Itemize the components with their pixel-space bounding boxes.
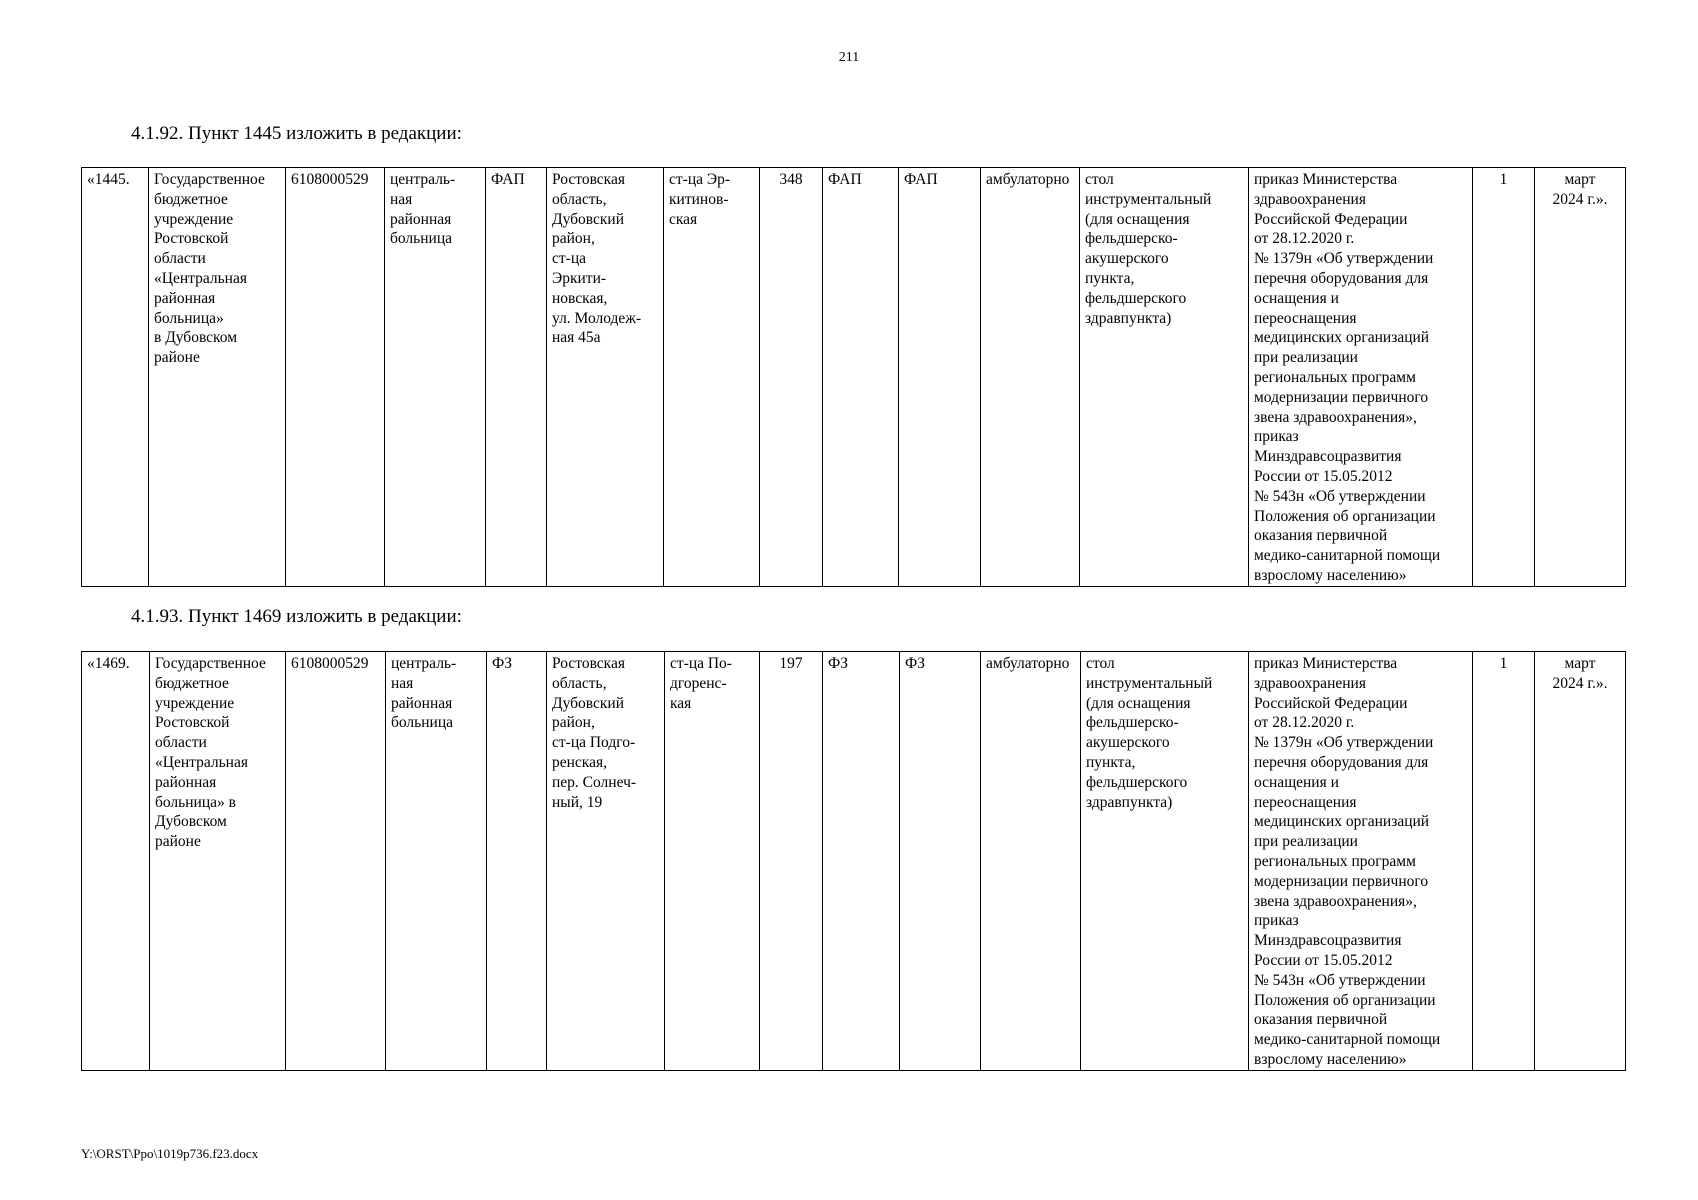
cell-subdivision-type: ФАП: [899, 168, 981, 587]
cell-deadline: март 2024 г.».: [1535, 652, 1626, 1071]
cell-care-condition: амбулаторно: [981, 652, 1081, 1071]
cell-locality: ст-ца По- дгоренс- кая: [665, 652, 760, 1071]
cell-quantity: 1: [1473, 168, 1535, 587]
cell-subdivision: ФАП: [823, 168, 899, 587]
cell-number: «1445.: [82, 168, 149, 587]
cell-subdivision: ФЗ: [823, 652, 900, 1071]
cell-population: 197: [760, 652, 823, 1071]
cell-number: «1469.: [82, 652, 150, 1071]
table-row: [82, 652, 1626, 1071]
cell-locality: ст-ца Эр- китинов- ская: [664, 168, 760, 587]
cell-institution-type: централь- ная районная больница: [386, 652, 487, 1071]
cell-institution: Государственное бюджетное учреждение Ростовской области «Центральная районная больница» в Дубовском районе: [149, 168, 286, 587]
table-item-1469: [81, 651, 1626, 1071]
table-row: [82, 168, 1626, 587]
page-number: 211: [838, 50, 860, 65]
cell-kind: ФАП: [486, 168, 547, 587]
cell-address: Ростовская область, Дубовский район, ст-ца Эркити- новская, ул. Молодеж- ная 45а: [547, 168, 664, 587]
cell-inn: 6108000529: [286, 652, 386, 1071]
cell-legal-basis: приказ Министерства здравоохранения Российской Федерации от 28.12.2020 г. № 1379н «Об утверждении перечня оборудования для оснащения и переоснащения медицинских организаций при реализации региональных программ модернизации первичного звена здравоохранения», приказ Минздравсоцразвития России от 15.05.2012 № 543н «Об утверждении Положения об организации оказания первичной медико-санитарной помощи взрослому населению»: [1249, 168, 1473, 587]
footer-file-path: Y:\ORST\Ppo\1019p736.f23.docx: [81, 1146, 259, 1161]
cell-equipment: стол инструментальный (для оснащения фельдшерско- акушерского пункта, фельдшерского здравпункта): [1080, 168, 1249, 587]
cell-kind: ФЗ: [487, 652, 547, 1071]
section-heading-1469: 4.1.93. Пункт 1469 изложить в редакции:: [131, 606, 462, 627]
cell-address: Ростовская область, Дубовский район, ст-ца Подго- ренская, пер. Солнеч- ный, 19: [547, 652, 665, 1071]
cell-institution: Государственное бюджетное учреждение Ростовской области «Центральная районная больница» в Дубовском районе: [150, 652, 286, 1071]
cell-subdivision-type: ФЗ: [900, 652, 981, 1071]
cell-equipment: стол инструментальный (для оснащения фельдшерско- акушерского пункта, фельдшерского здравпункта): [1081, 652, 1249, 1071]
cell-care-condition: амбулаторно: [981, 168, 1080, 587]
cell-legal-basis: приказ Министерства здравоохранения Российской Федерации от 28.12.2020 г. № 1379н «Об утверждении перечня оборудования для оснащения и переоснащения медицинских организаций при реализации региональных программ модернизации первичного звена здравоохранения», приказ Минздравсоцразвития России от 15.05.2012 № 543н «Об утверждении Положения об организации оказания первичной медико-санитарной помощи взрослому населению»: [1249, 652, 1473, 1071]
section-heading-1445: 4.1.92. Пункт 1445 изложить в редакции:: [131, 123, 462, 144]
cell-institution-type: централь- ная районная больница: [385, 168, 486, 587]
table-item-1445: [81, 167, 1626, 587]
cell-deadline: март 2024 г.».: [1535, 168, 1626, 587]
cell-inn: 6108000529: [286, 168, 385, 587]
cell-quantity: 1: [1473, 652, 1535, 1071]
cell-population: 348: [760, 168, 823, 587]
